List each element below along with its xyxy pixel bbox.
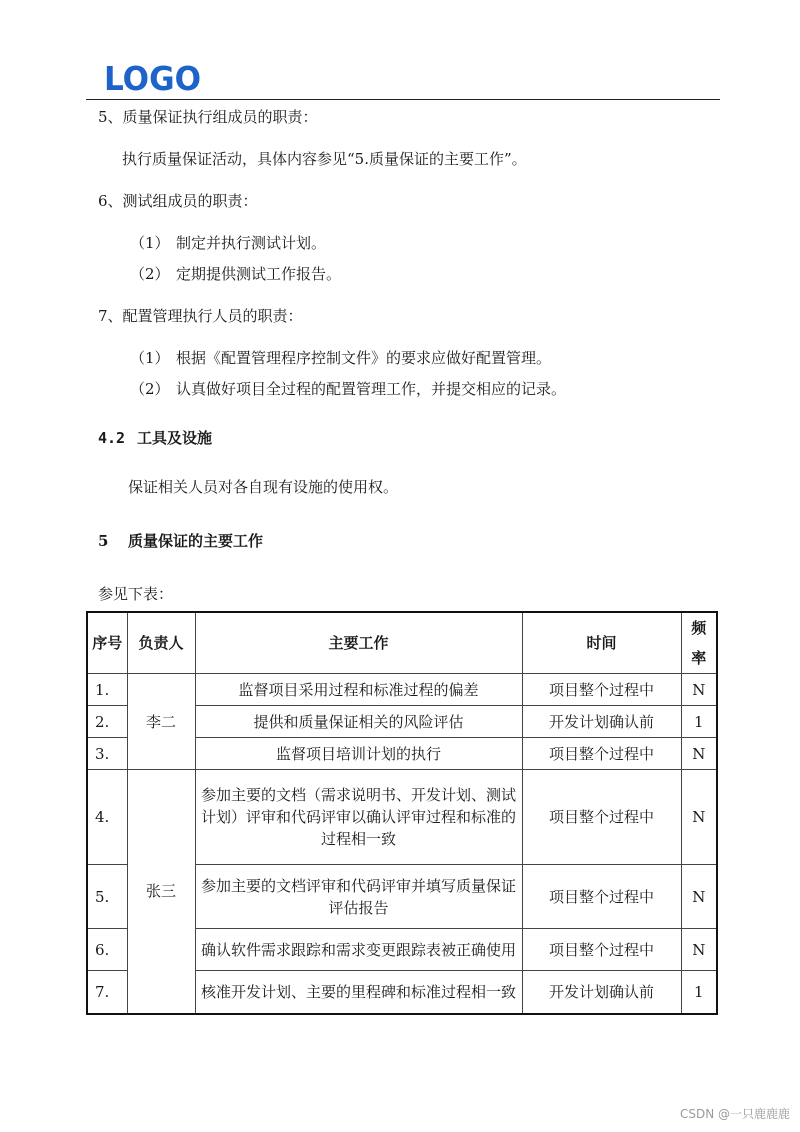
owner-cell: 李二 xyxy=(127,674,195,770)
section-6-item1: 制定并执行测试计划。 xyxy=(176,234,327,252)
row-frequency: 1 xyxy=(681,971,717,1014)
row-frequency: N xyxy=(681,865,717,929)
section-6-title: 6、测试组成员的职责： xyxy=(98,192,258,210)
row-index: 6. xyxy=(87,929,127,971)
row-frequency: 1 xyxy=(681,706,717,738)
section-7-item2: 认真做好项目全过程的配置管理工作，并提交相应的记录。 xyxy=(176,380,567,398)
row-time: 开发计划确认前 xyxy=(522,706,681,738)
heading-4-2-title: 工具及设施 xyxy=(137,429,213,447)
row-work: 确认软件需求跟踪和需求变更跟踪表被正确使用 xyxy=(195,929,522,971)
section-7-item2-number: （2） xyxy=(130,380,170,398)
row-index: 4. xyxy=(87,770,127,865)
watermark: CSDN @一只鹿鹿鹿 xyxy=(679,1107,790,1121)
heading-5-number: 5 xyxy=(98,532,109,550)
header-frequency-line2: 率 xyxy=(691,649,707,667)
row-work: 参加主要的文档（需求说明书、开发计划、测试计划）评审和代码评审以确认评审过程和标准的过程相一致 xyxy=(195,770,522,865)
row-time: 项目整个过程中 xyxy=(522,738,681,770)
row-work: 参加主要的文档评审和代码评审并填写质量保证评估报告 xyxy=(195,865,522,929)
section-6-item2-number: （2） xyxy=(130,265,170,283)
header-index: 序号 xyxy=(87,612,127,674)
row-index: 5. xyxy=(87,865,127,929)
header-frequency-line1: 频 xyxy=(691,619,707,637)
section-7-title: 7、配置管理执行人员的职责： xyxy=(98,307,303,325)
header-time: 时间 xyxy=(522,612,681,674)
row-time: 开发计划确认前 xyxy=(522,971,681,1014)
row-index: 3. xyxy=(87,738,127,770)
row-work: 监督项目采用过程和标准过程的偏差 xyxy=(195,674,522,706)
table-row xyxy=(87,770,717,865)
table-header-row xyxy=(87,612,717,674)
header-work: 主要工作 xyxy=(195,612,522,674)
row-index: 1. xyxy=(87,674,127,706)
row-index: 7. xyxy=(87,971,127,1014)
row-time: 项目整个过程中 xyxy=(522,865,681,929)
row-work: 监督项目培训计划的执行 xyxy=(195,738,522,770)
logo-text: LOGO xyxy=(104,60,201,96)
row-frequency: N xyxy=(681,929,717,971)
header-owner: 负责人 xyxy=(127,612,195,674)
row-work: 提供和质量保证相关的风险评估 xyxy=(195,706,522,738)
quality-work-table xyxy=(86,611,718,1015)
header-rule xyxy=(86,99,720,100)
row-frequency: N xyxy=(681,770,717,865)
section-5-title: 5、质量保证执行组成员的职责： xyxy=(98,108,318,126)
row-work: 核准开发计划、主要的里程碑和标准过程相一致 xyxy=(195,971,522,1014)
heading-4-2-number: 4.2 xyxy=(98,429,126,447)
row-frequency: N xyxy=(681,738,717,770)
section-6-item2: 定期提供测试工作报告。 xyxy=(176,265,342,283)
row-index: 2. xyxy=(87,706,127,738)
header-frequency xyxy=(681,612,717,674)
row-time: 项目整个过程中 xyxy=(522,929,681,971)
heading-4-2-text: 保证相关人员对各自现有设施的使用权。 xyxy=(128,478,399,496)
table-intro: 参见下表： xyxy=(98,585,174,603)
heading-5-title: 质量保证的主要工作 xyxy=(128,532,264,550)
section-7-item1: 根据《配置管理程序控制文件》的要求应做好配置管理。 xyxy=(176,349,552,367)
row-frequency: N xyxy=(681,674,717,706)
section-5-text: 执行质量保证活动，具体内容参见“5.质量保证的主要工作”。 xyxy=(122,150,527,168)
section-6-item1-number: （1） xyxy=(130,234,170,252)
table-row xyxy=(87,674,717,706)
logo xyxy=(104,60,202,96)
owner-cell: 张三 xyxy=(127,770,195,1014)
row-time: 项目整个过程中 xyxy=(522,770,681,865)
row-time: 项目整个过程中 xyxy=(522,674,681,706)
section-7-item1-number: （1） xyxy=(130,349,170,367)
